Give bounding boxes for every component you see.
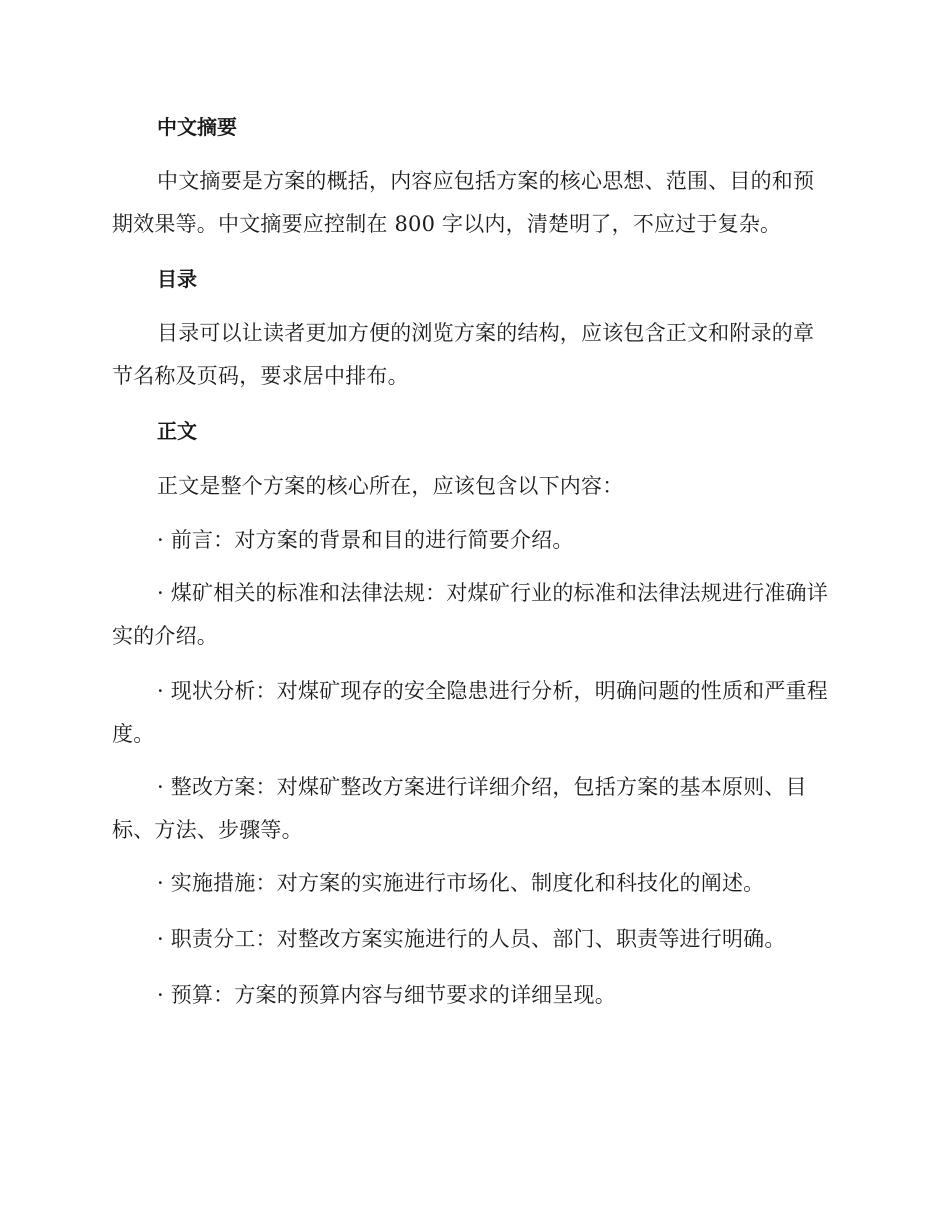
section-heading-toc: 目录	[157, 267, 197, 291]
section-heading-body: 正文	[157, 419, 197, 443]
abstract-paragraph: 中文摘要是方案的概括，内容应包括方案的核心思想、范围、目的和预期效果等。中文摘要应控制在 800 字以内，清楚明了，不应过于复杂。	[112, 169, 815, 236]
toc-paragraph: 目录可以让读者更加方便的浏览方案的结构，应该包含正文和附录的章节名称及页码，要求居中排布。	[112, 321, 815, 388]
list-item-preface: · 前言：对方案的背景和目的进行简要介绍。	[157, 528, 574, 552]
list-item-status-analysis: · 现状分析：对煤矿现存的安全隐患进行分析，明确问题的性质和严重程度。	[112, 679, 828, 746]
list-item-rectification-plan: · 整改方案：对煤矿整改方案进行详细介绍，包括方案的基本原则、目标、方法、步骤等。	[112, 775, 807, 842]
list-item-implementation: · 实施措施：对方案的实施进行市场化、制度化和科技化的阐述。	[157, 871, 765, 895]
body-intro-paragraph: 正文是整个方案的核心所在，应该包含以下内容：	[157, 474, 624, 498]
list-item-standards: · 煤矿相关的标准和法律法规：对煤矿行业的标准和法律法规进行准确详实的介绍。	[112, 581, 828, 648]
section-heading-abstract: 中文摘要	[157, 115, 237, 139]
list-item-budget: · 预算：方案的预算内容与细节要求的详细呈现。	[157, 983, 616, 1007]
list-item-responsibilities: · 职责分工：对整改方案实施进行的人员、部门、职责等进行明确。	[157, 927, 786, 951]
